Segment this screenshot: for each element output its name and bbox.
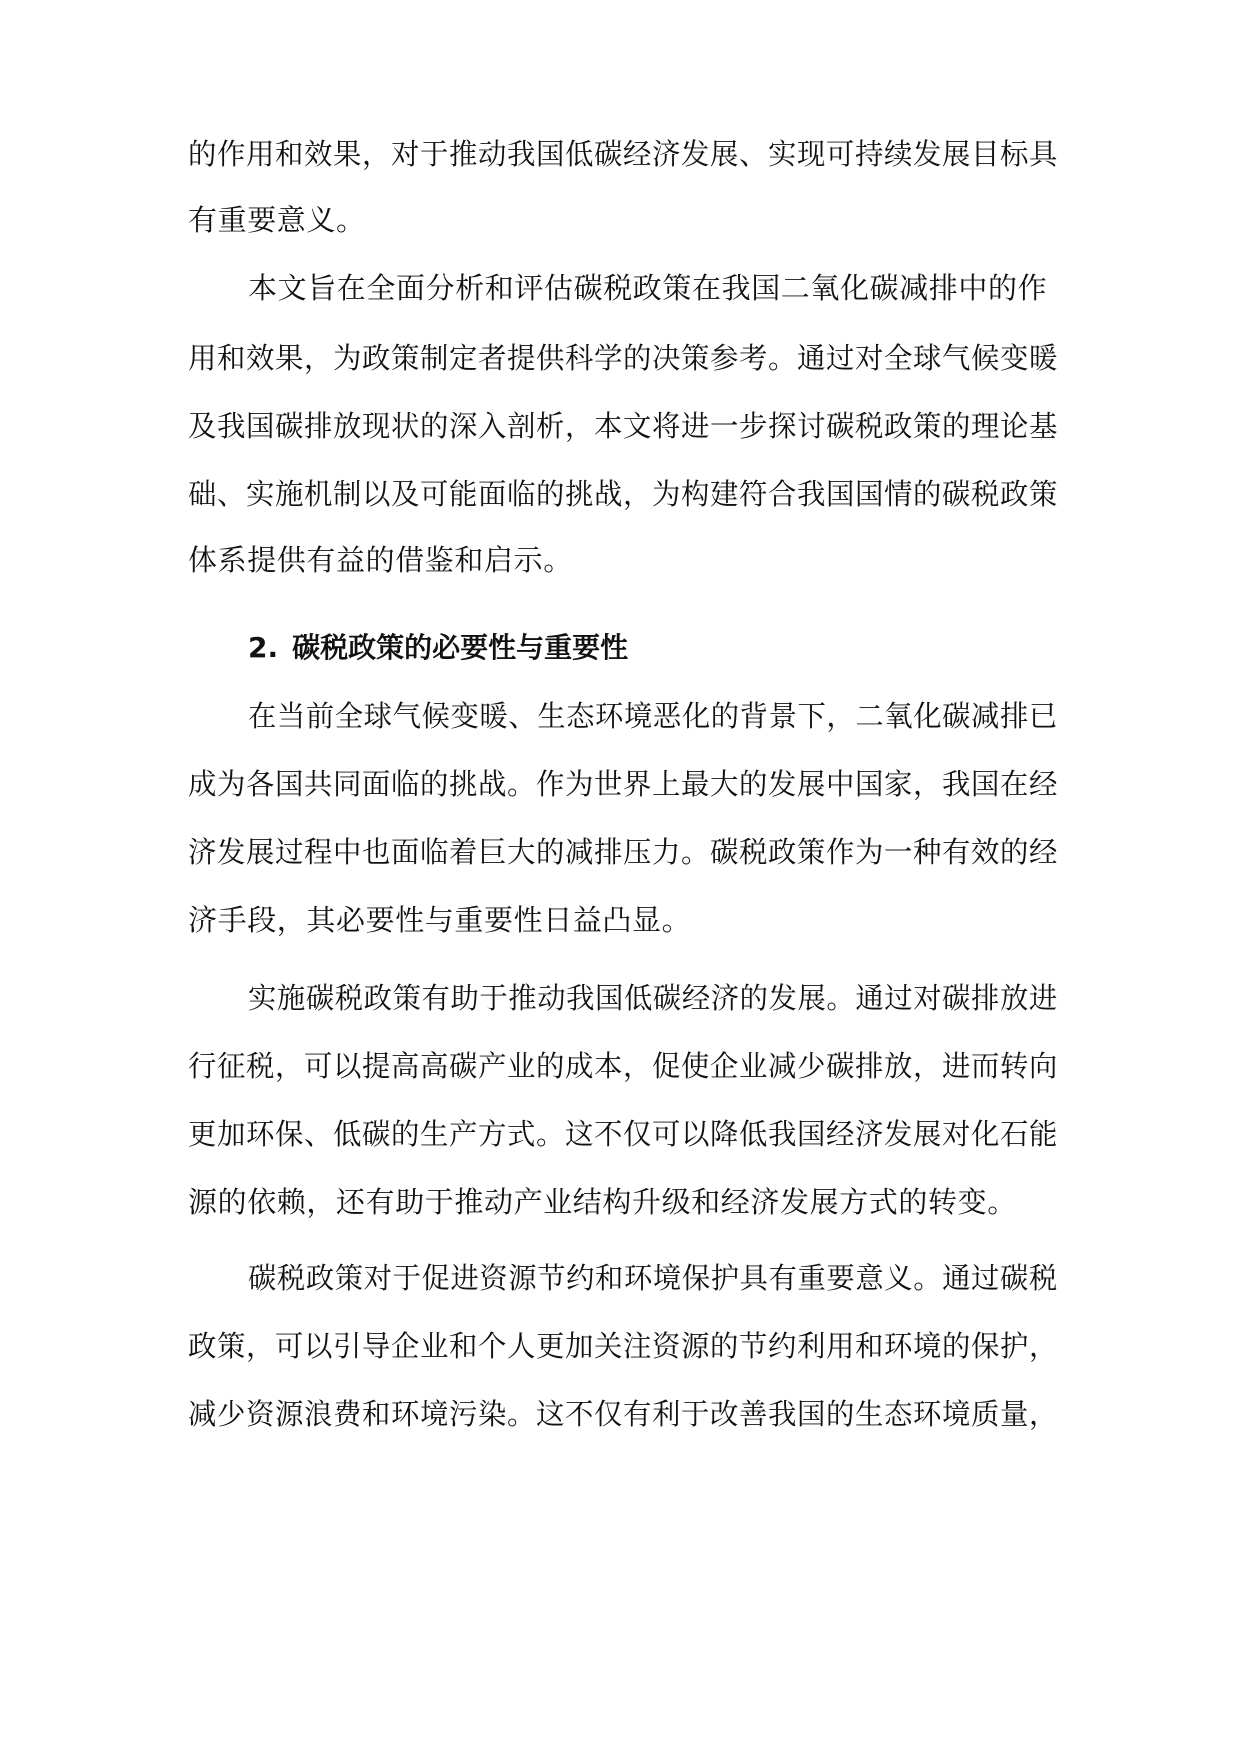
paragraph-1-line-1: 的作用和效果，对于推动我国低碳经济发展、实现可持续发展目标具 [188,137,1059,171]
paragraph-4-line-3: 更加环保、低碳的生产方式。这不仅可以降低我国经济发展对化石能 [188,1117,1059,1151]
paragraph-2-line-2: 用和效果，为政策制定者提供科学的决策参考。通过对全球气候变暖 [188,341,1059,375]
paragraph-2-line-5: 体系提供有益的借鉴和启示。 [188,543,573,577]
paragraph-4-line-2: 行征税，可以提高高碳产业的成本，促使企业减少碳排放，进而转向 [188,1049,1059,1083]
section-title: 碳税政策的必要性与重要性 [292,631,629,664]
paragraph-3-line-3: 济发展过程中也面临着巨大的减排压力。碳税政策作为一种有效的经 [188,835,1059,869]
paragraph-3-line-4: 济手段，其必要性与重要性日益凸显。 [188,903,692,937]
paragraph-5-line-2: 政策，可以引导企业和个人更加关注资源的节约利用和环境的保护， [188,1329,1059,1363]
paragraph-2-line-3: 及我国碳排放现状的深入剖析，本文将进一步探讨碳税政策的理论基 [188,409,1059,443]
paragraph-3-line-1: 在当前全球气候变暖、生态环境恶化的背景下，二氧化碳减排已 [248,699,1058,733]
section-heading [248,628,628,668]
section-number: 2. [248,631,279,664]
paragraph-4-line-4: 源的依赖，还有助于推动产业结构升级和经济发展方式的转变。 [188,1185,1017,1219]
paragraph-5-line-1: 碳税政策对于促进资源节约和环境保护具有重要意义。通过碳税 [248,1261,1058,1295]
paragraph-5-line-3: 减少资源浪费和环境污染。这不仅有利于改善我国的生态环境质量， [188,1397,1059,1431]
paragraph-1-line-2: 有重要意义。 [188,203,366,237]
paragraph-4-line-1: 实施碳税政策有助于推动我国低碳经济的发展。通过对碳排放进 [248,981,1058,1015]
paragraph-3-line-2: 成为各国共同面临的挑战。作为世界上最大的发展中国家，我国在经 [188,767,1059,801]
paragraph-2-line-1: 本文旨在全面分析和评估碳税政策在我国二氧化碳减排中的作 [248,271,1048,305]
paragraph-2-line-4: 础、实施机制以及可能面临的挑战，为构建符合我国国情的碳税政策 [188,477,1059,511]
